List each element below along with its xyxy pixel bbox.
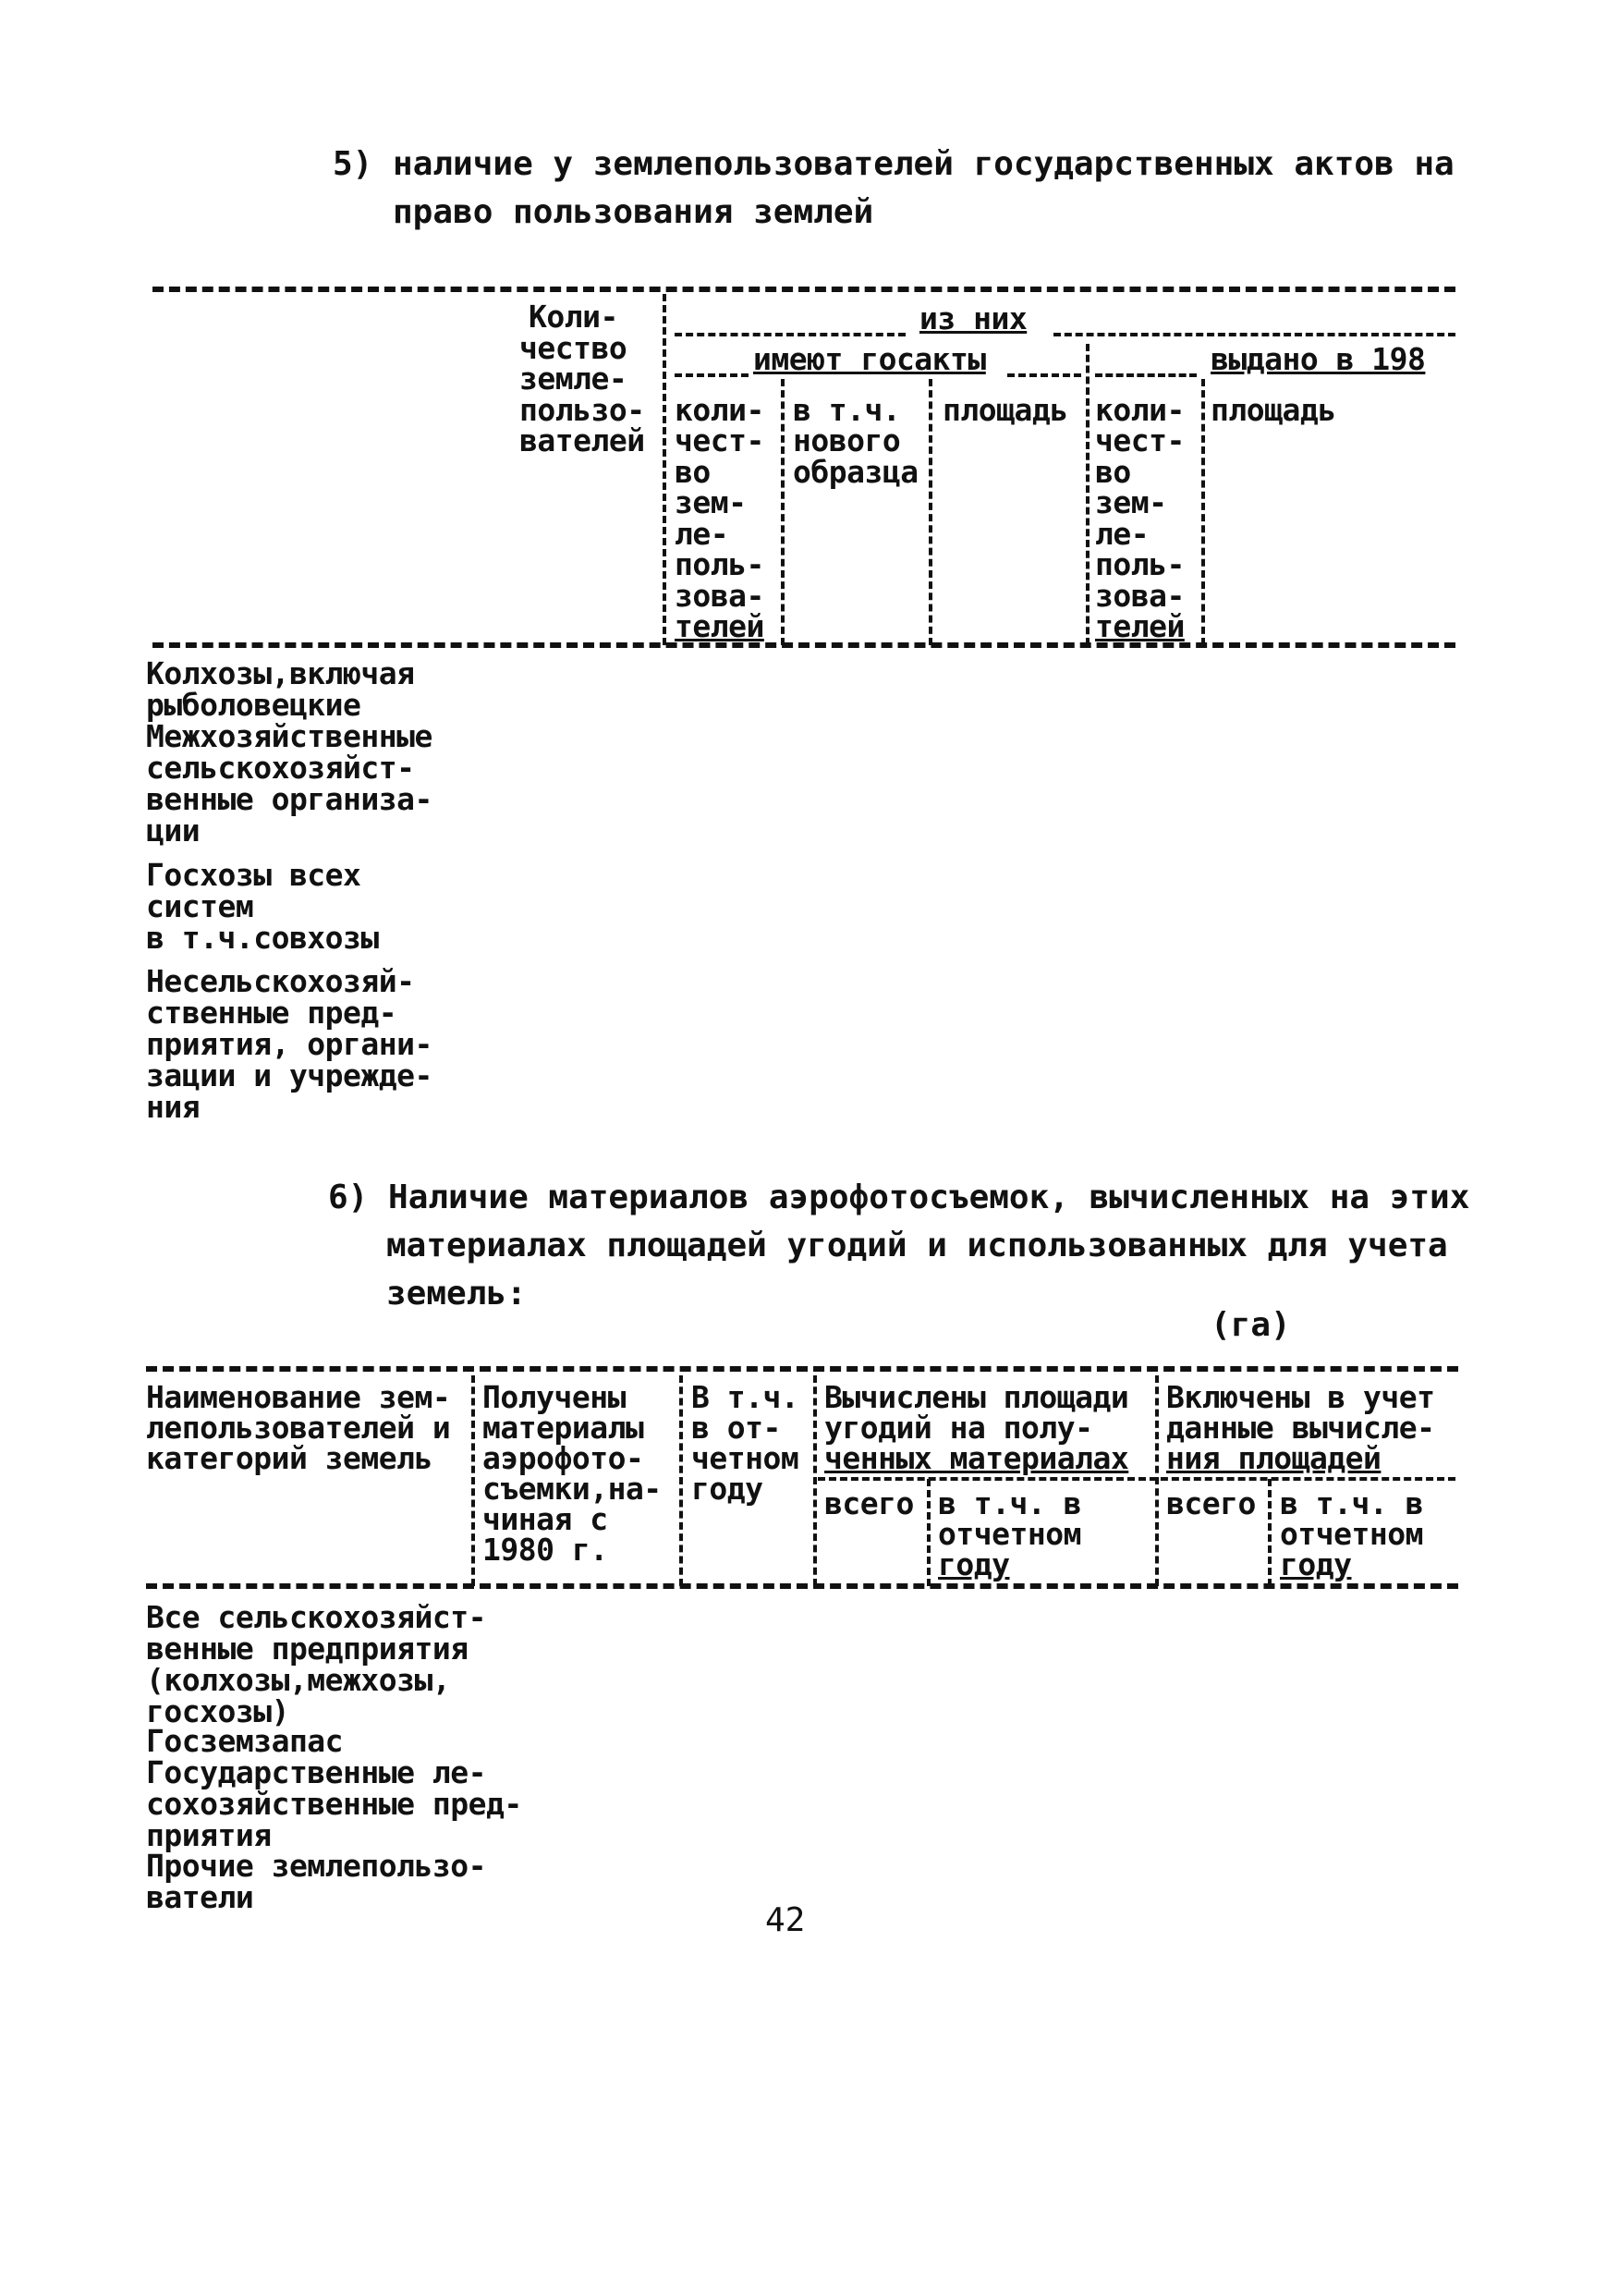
table5-top-rule — [152, 287, 1455, 292]
table6-row-agri: Все сельскохозяйст- венные предприятия (колхозы,межхозы, госхозы) — [146, 1599, 486, 1729]
table6-vsep-1 — [471, 1375, 475, 1586]
table5-vsep-4 — [1086, 344, 1090, 645]
section6-heading-line3: земель: — [386, 1275, 527, 1313]
section6-unit: (га) — [1211, 1306, 1291, 1344]
table5-vsep-2 — [781, 379, 785, 645]
section6-heading-line1: 6) Наличие материалов аэрофотосъемок, вычисленных на этих — [328, 1179, 1470, 1216]
section5-heading-line2: право пользования землей — [393, 193, 874, 231]
table5-sub-area-1: площадь — [943, 392, 1068, 428]
table5-row-kolhozy: Колхозы,включая рыболовецкие — [146, 655, 415, 723]
table5-sub-area-2: площадь — [1211, 392, 1336, 428]
table6-row-forestry: Государственные ле- сохозяйственные пред- приятия — [146, 1754, 522, 1853]
table5-iz-nih: из них — [919, 300, 1028, 336]
table5-imeyut-gosakty: имеют госакты — [753, 341, 986, 377]
table6-vsep-4 — [927, 1479, 931, 1586]
table6-row-other: Прочие землепользо- ватели — [146, 1848, 486, 1915]
table6-subheader-rule — [818, 1477, 1455, 1481]
table6-vsep-2 — [679, 1375, 683, 1586]
section5-heading-line1: 5) наличие у землепользователей государственных актов на — [333, 145, 1455, 183]
table5-row-mezhhoz: Межхозяйственные сельскохозяйст- венные организа- ции — [146, 718, 432, 849]
table5-gosakty-rule-left — [675, 373, 749, 377]
page-number: 42 — [765, 1901, 806, 1939]
table6-top-rule — [146, 1366, 1458, 1372]
table6-vsep-3 — [813, 1375, 817, 1586]
table5-gosakty-rule-right — [1007, 373, 1081, 377]
table5-vydano: выдано в 198 — [1211, 341, 1426, 377]
table5-iz-nih-rule-left — [675, 333, 906, 336]
table6-header-rule — [146, 1583, 1458, 1589]
table5-vsep-3 — [929, 379, 932, 645]
table5-vsep-5 — [1201, 379, 1205, 645]
table5-row-goshozy: Госхозы всех систем в т.ч.совхозы — [146, 857, 379, 956]
table6-included-total: всего — [1166, 1485, 1256, 1521]
table5-iz-nih-rule-right — [1053, 333, 1455, 336]
table6-vsep-5 — [1155, 1375, 1159, 1586]
table5-header-rule — [152, 642, 1455, 648]
table5-row-neselhoz: Несельскохозяй- ственные пред- приятия, органи- зации и учрежде- ния — [146, 963, 432, 1125]
table6-vsep-6 — [1268, 1479, 1272, 1586]
table6-computed-total: всего — [824, 1485, 914, 1521]
section6-heading-line2: материалах площадей угодий и использованных для учета — [386, 1227, 1448, 1264]
table5-vydano-rule-left — [1095, 373, 1197, 377]
table5-vsep-1 — [663, 294, 666, 645]
table6-row-goszemzapas: Госземзапас — [146, 1723, 344, 1759]
